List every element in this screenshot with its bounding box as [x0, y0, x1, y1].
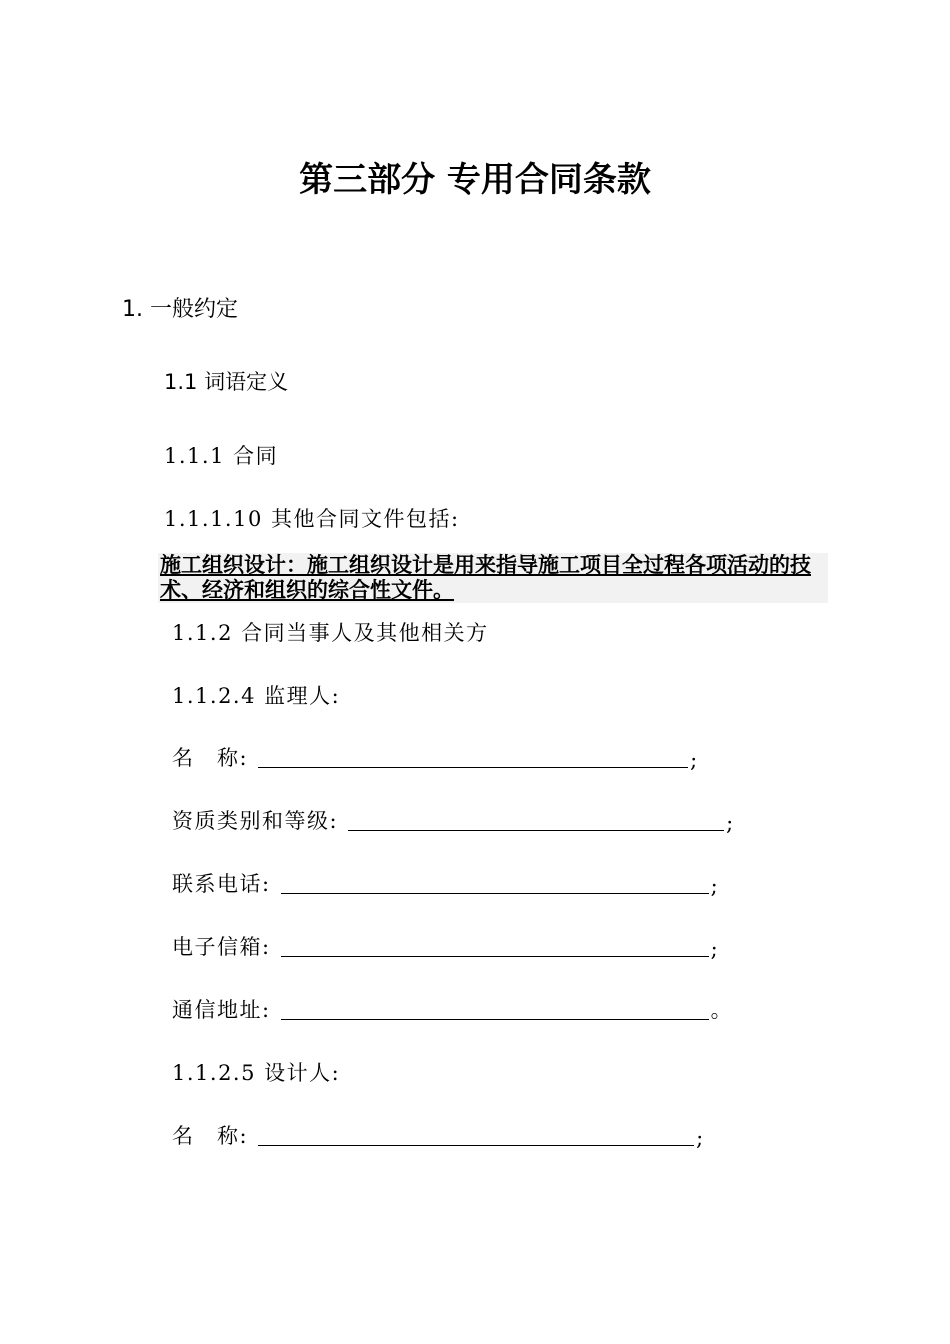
supervisor-qualification-end: ;: [726, 811, 735, 835]
supervisor-name-end: ;: [690, 748, 699, 772]
note-text: 施工组织设计：施工组织设计是用来指导施工项目全过程各项活动的技术、经济和组织的综合性文件。: [160, 553, 811, 602]
section-heading-definitions: 1.1 词语定义: [164, 370, 289, 394]
supervisor-email-end: ;: [710, 937, 720, 961]
supervisor-phone-field: [172, 868, 719, 898]
construction-plan-note: [158, 553, 828, 603]
supervisor-email-field: [172, 931, 719, 961]
supervisor-address-field: [172, 994, 733, 1024]
supervisor-address-label: 通信地址:: [172, 998, 271, 1022]
supervisor-address-blank[interactable]: [281, 997, 709, 1020]
supervisor-qualification-field: [172, 805, 735, 835]
supervisor-name-label: 名 称:: [172, 746, 249, 770]
designer-name-end: ;: [696, 1126, 705, 1150]
section-heading-general: 1. 一般约定: [122, 297, 238, 322]
designer-name-blank[interactable]: [258, 1123, 694, 1146]
designer-name-label: 名 称:: [172, 1124, 249, 1148]
supervisor-phone-label: 联系电话:: [172, 872, 271, 896]
designer-name-field: [172, 1120, 705, 1150]
clause-supervisor: 1.1.2.4 监理人:: [172, 684, 341, 708]
supervisor-address-end: 。: [710, 998, 734, 1022]
supervisor-phone-end: ;: [710, 874, 720, 898]
supervisor-name-blank[interactable]: [258, 745, 688, 768]
clause-other-documents: 1.1.1.10 其他合同文件包括:: [164, 507, 460, 531]
supervisor-email-label: 电子信箱:: [172, 935, 271, 959]
clause-designer: 1.1.2.5 设计人:: [172, 1061, 341, 1085]
supervisor-email-blank[interactable]: [281, 934, 709, 957]
clause-parties: 1.1.2 合同当事人及其他相关方: [172, 621, 489, 645]
supervisor-qualification-label: 资质类别和等级:: [172, 809, 339, 833]
supervisor-qualification-blank[interactable]: [348, 808, 724, 831]
clause-contract: 1.1.1 合同: [164, 444, 279, 468]
page-title: 第三部分 专用合同条款: [299, 160, 651, 200]
supervisor-name-field: [172, 742, 699, 772]
supervisor-phone-blank[interactable]: [281, 871, 709, 894]
